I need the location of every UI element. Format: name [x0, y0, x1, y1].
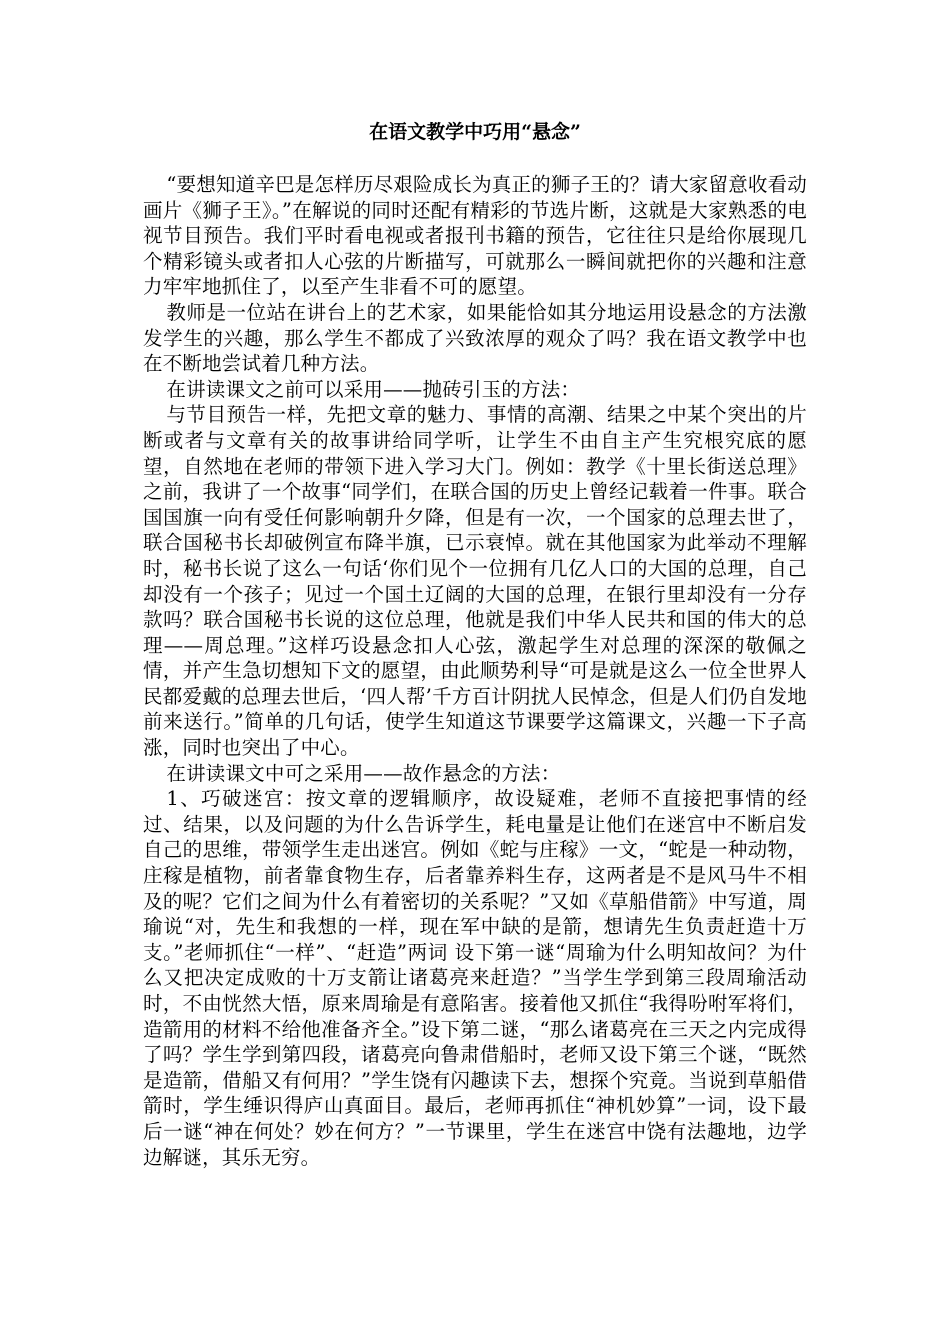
document-page	[143, 118, 807, 1170]
document-title: 在语文教学中巧用“悬念”	[369, 121, 581, 143]
paragraph-5: 在讲读课文中可之采用——故作悬念的方法：	[166, 761, 561, 785]
paragraph-6: 1、巧破迷宫：按文章的逻辑顺序，故设疑难，老师不直接把事情的经过、结果，以及问题的为什么告诉学生，耗电量是让他们在迷宫中不断启发自己的思维，带领学生走出迷宫。例如《蛇与庄稼》一文，“蛇是一种动物，庄稼是植物，前者靠食物生存，后者靠养料生存，这两者是不是风马牛不相及的呢？它们之间为什么有着密切的关系呢？”又如《草船借箭》中写道，周瑜说“对，先生和我想的一样，现在军中缺的是箭，想请先生负责赶造十万支。”老师抓住“一样”、“赶造”两词 设下第一谜“周瑜为什么明知故问？为什么又把决定成败的十万支箭让诸葛亮来赶造？”当学生学到第三段周瑜活动时，不由恍然大悟，原来周瑜是有意陷害。接着他又抓住“我得吩咐军将们，造箭用的材料不给他准备齐全。”设下第二谜，“那么诸葛亮在三天之内完成得了吗？学生学到第四段，诸葛亮向鲁肃借船时，老师又设下第三个谜，“既然是造箭，借船又有何用？”学生饶有闪趣读下去，想探个究竟。当说到草船借箭时，学生缍识得庐山真面目。最后，老师再抓住“神机妙算”一词，设下最后一谜“神在何处？妙在何方？”一节课里，学生在迷宫中饶有法趣地，边学边解谜，其乐无穷。	[143, 787, 807, 1169]
paragraph-4: 与节目预告一样，先把文章的魅力、事情的高潮、结果之中某个突出的片断或者与文章有关的故事讲给同学听，让学生不由自主产生究根究底的愿望，自然地在老师的带领下进入学习大门。例如：教学《十里长街送总理》之前，我讲了一个故事“同学们，在联合国的历史上曾经记载着一件事。联合国国旗一向有受任何影响朝升夕降，但是有一次，一个国家的总理去世了，联合国秘书长却破例宣布降半旗，已示衰悼。就在其他国家为此举动不理解时，秘书长说了这么一句话‘你们见个一位拥有几亿人口的大国的总理，自己却没有一个孩子；见过一个国土辽阔的大国的总理，在银行里却没有一分存款吗？联合国秘书长说的这位总理，他就是我们中华人民共和国的伟大的总理——周总理。”这样巧设悬念扣人心弦，激起学生对总理的深深的敬佩之情，并产生急切想知下文的愿望，由此顺势利导“可是就是这么一位全世界人民都爱戴的总理去世后，‘四人帮’千方百计阴扰人民悼念，但是人们仍自发地前来送行。”简单的几句话，使学生知道这节课要学这篇课文，兴趣一下子高涨，同时也突出了中心。	[143, 403, 807, 760]
paragraph-2: 教师是一位站在讲台上的艺术家，如果能恰如其分地运用设悬念的方法激发学生的兴趣，那么学生不都成了兴致浓厚的观众了吗？我在语文教学中也在不断地尝试着几种方法。	[143, 300, 807, 376]
paragraph-1: “要想知道辛巴是怎样历尽艰险成长为真正的狮子王的？请大家留意收看动画片《狮子王》。”在解说的同时还配有精彩的节选片断，这就是大家熟悉的电视节目预告。我们平时看电视或者报刊书籍的预告，它往往只是给你展现几个精彩镜头或者扣人心弦的片断描写，可就那么一瞬间就把你的兴趣和注意力牢牢地抓住了，以至产生非看不可的愿望。	[143, 173, 807, 299]
paragraph-3: 在讲读课文之前可以采用——抛砖引玉的方法：	[166, 377, 581, 401]
